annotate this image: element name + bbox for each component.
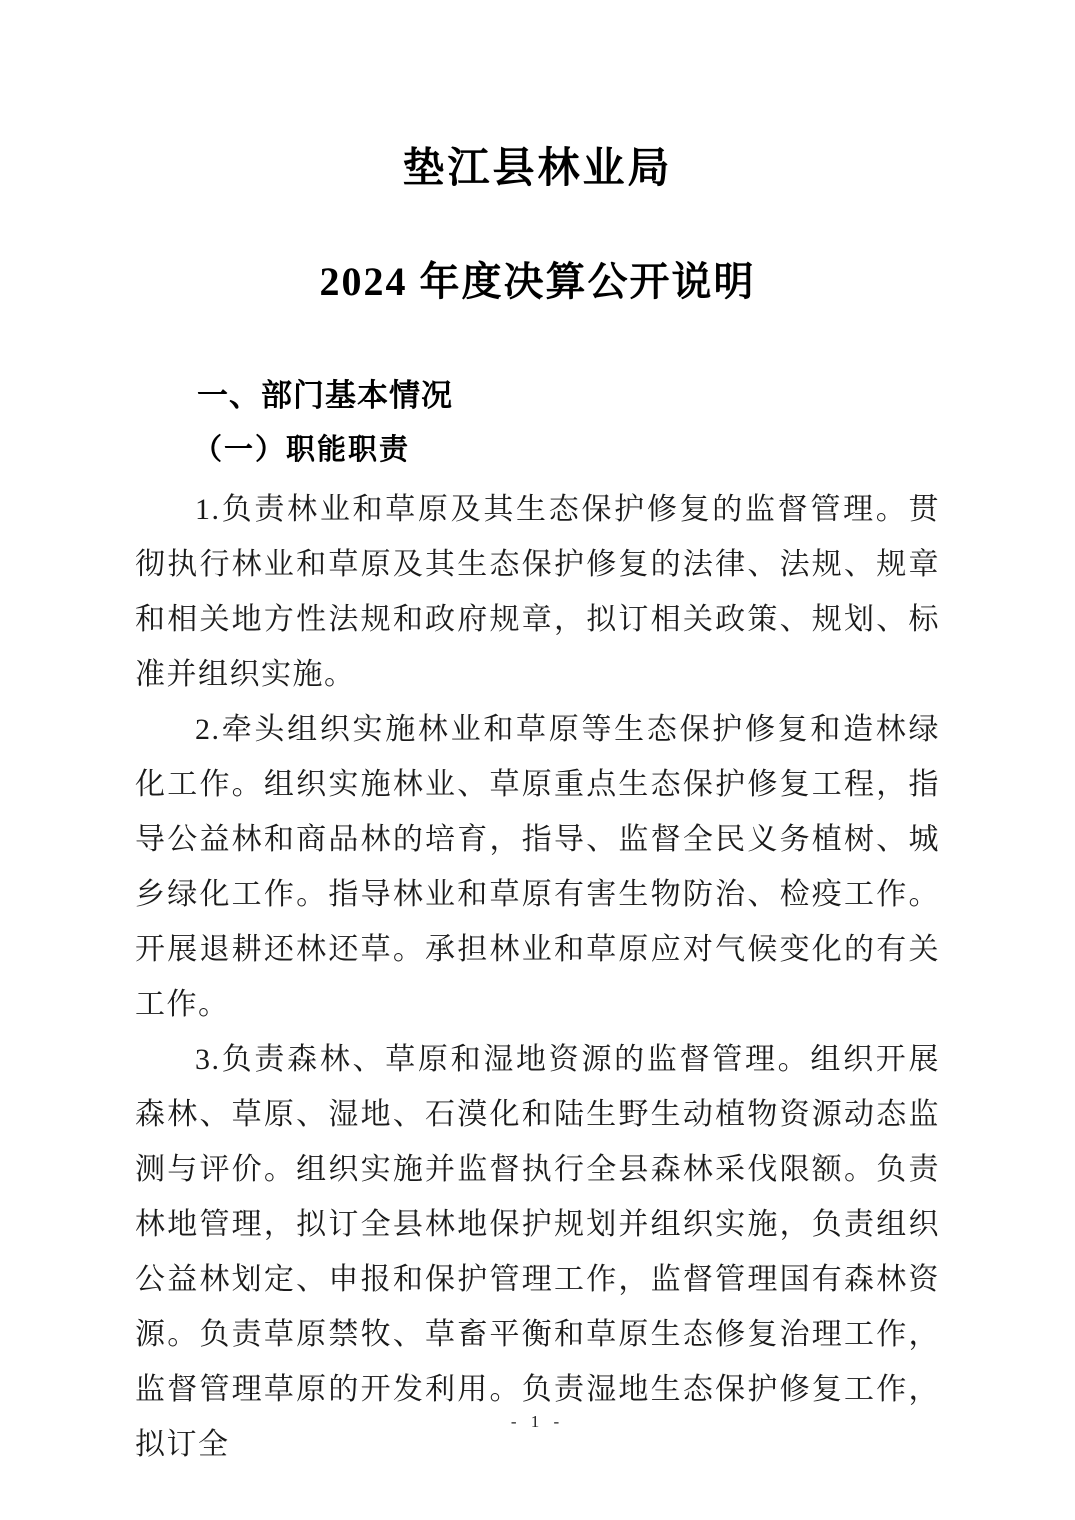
page-footer [0, 1412, 1075, 1432]
page-number: - 1 - [510, 1412, 565, 1431]
document-title: 垫江县林业局 [402, 146, 673, 192]
section-heading: 一、部门基本情况 [197, 378, 453, 414]
subsection-heading: （一）职能职责 [193, 434, 411, 467]
paragraph-duty-3: 3.负责森林、草原和湿地资源的监督管理。组织开展森林、草原、湿地、石漠化和陆生野生动植物资源动态监测与评价。组织实施并监督执行全县森林采伐限额。负责林地管理，拟订全县林地保护规划并组织实施，负责组织公益林划定、申报和保护管理工作，监督管理国有森林资源。负责草原禁牧、草畜平衡和草原生态修复治理工作，监督管理草原的开发利用。负责湿地生态保护修复工作，拟订全 [135, 1043, 940, 1462]
document-subtitle: 2024 年度决算公开说明 [319, 259, 756, 305]
paragraph-duty-1: 1.负责林业和草原及其生态保护修复的监督管理。贯彻执行林业和草原及其生态保护修复的法律、法规、规章和相关地方性法规和政府规章，拟订相关政策、规划、标准并组织实施。 [135, 493, 940, 692]
paragraph-duty-2: 2.牵头组织实施林业和草原等生态保护修复和造林绿化工作。组织实施林业、草原重点生态保护修复工程，指导公益林和商品林的培育，指导、监督全民义务植树、城乡绿化工作。指导林业和草原有害生物防治、检疫工作。开展退耕还林还草。承担林业和草原应对气候变化的有关工作。 [135, 713, 940, 1022]
